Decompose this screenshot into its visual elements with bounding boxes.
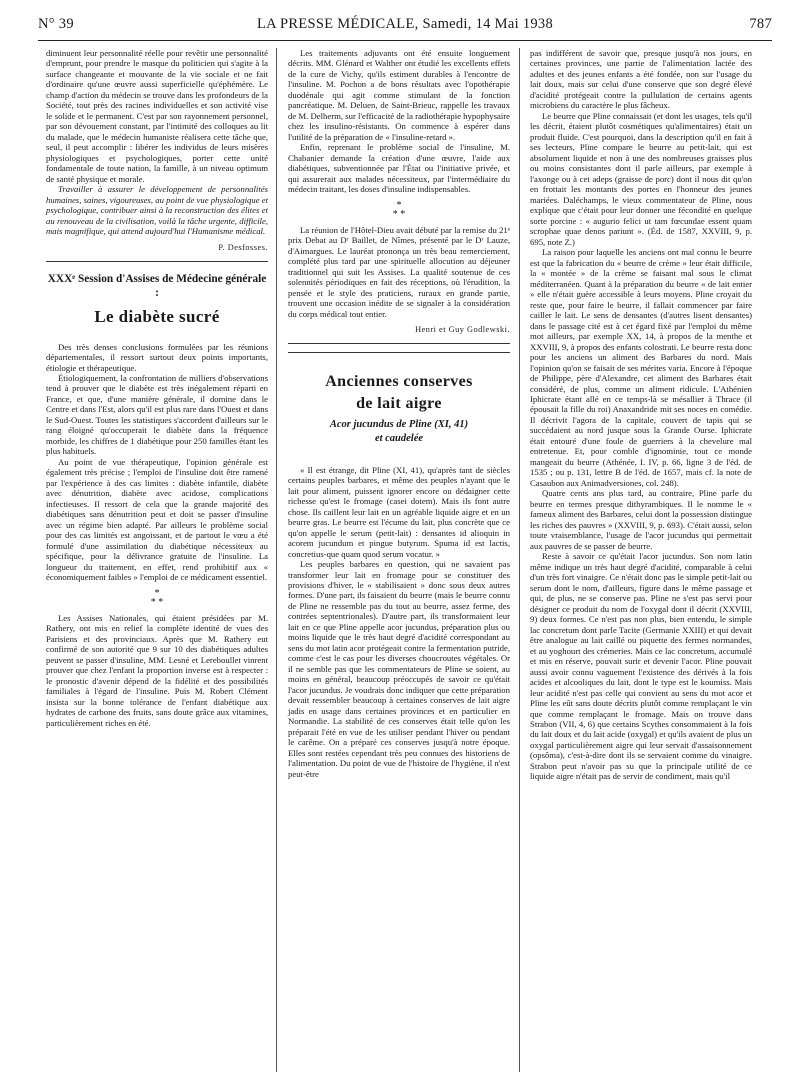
column-2 [288, 48, 510, 779]
article-subtitle-line: et caudelée [374, 433, 424, 445]
paragraph: La réunion de l'Hôtel-Dieu avait débuté par la remise du 21ᵉ prix Debat au Dʳ Baillet, de Nîmes, présenté par le Dʳ Lauze, d'Aimargues. Le lauréat prononça un très beau remerciement, complété plus tard par une spirituelle allocution au déjeuner traditionnel qui suit les Assises. La qualité soutenue de ces solennités périodiques en fait des réceptions, où l'érudition, la pensée et le style des praticiens, ruraux en grande partie, trouvent une occasion inédite de se signaler à la considération du corps médical tout entier. [288, 224, 510, 319]
article-rule [288, 352, 510, 353]
asterism: * * * [392, 199, 406, 220]
article-rule [288, 343, 510, 344]
paragraph: « Il est étrange, dit Pline (XI, 41), qu'après tant de siècles certains peuples barbares, et même des peuples n'ayant que le lait pour aliment, puissent ignorer encore ou dédaigner cette richesse qu'est le fromage (casei dotem). Mais ils font autre chose. Ils caillent leur lait en un agréable liquide aigre et en un beurre gras. Le beurre est l'écume du lait, plus concrète que ce qu'on appelle le serum (petit-lait) : densantes id alioquin in acorem jucundum et pingue butyrum. Spuma id est lactis, concretius-que quam quod serum vocatur. » [288, 464, 510, 559]
paragraph: pas indifférent de savoir que, presque jusqu'à nos jours, en certaines provinces, une partie de l'alimentation lactée des adultes et des jeunes enfants a été fondée, non sur l'usage du lait doux, mais sur celui d'une conserve que son degré élevé d'acidité protégeait contre la pullulation de certains agents microbiens du caractère le plus fâcheux. [530, 48, 752, 111]
paragraph: Des très denses conclusions formulées par les réunions départementales, il ressort surtout deux points importants, étiologie et thérapeutique. [46, 341, 268, 373]
running-header [38, 16, 772, 36]
paragraph: Les peuples barbares en question, qui ne savaient pas transformer leur lait en fromage pour se constituer des provisions d'hiver, le « stabilisaient » donc sous deux autres formes. D'une part, ils faisaient du beurre (mais le beurre connu de Pline ne ressemble pas du tout au beurre, assez ferme, des contrées septentrionales). D'autre part, ils transformaient leur lait en ce que Pline appelle acor jucundus, préparation plus ou moins liquide que le très haut degré d'acidité correspondant au sens du mot latin acor protégeait contre la fermentation putride, comme c'est le cas pour les diverses choucroutes végétales. Or il ne semble pas que les commentateurs de Pline se soient, au moins en général, beaucoup préoccupés de savoir ce qu'était l'acor jucundus. Je voudrais donc indiquer que cette préparation devait ressembler beaucoup à certaines conserves de lait aigre jadis en usage dans certaines provinces et en particulier en Normandie. La stabilité de ces conserves était telle qu'on les préparait l'été en vue de les utiliser pendant l'hiver ou pendant le carême. On a préparé ces conserves jusqu'à notre époque. Elles sont restées cependant très peu connues des historiens de l'alimentation. Du point de vue de l'histoire de l'hygiène, il n'est peut-être [288, 559, 510, 779]
paragraph: Reste à savoir ce qu'était l'acor jucundus. Son nom latin même indique un très haut degré d'acidité, comparable à celui d'un très fort vinaigre. Ce n'était donc pas le simple petit-lait ou serum dont le nom, d'ailleurs, figure dans le même passage et qui, de plus, ne se conserve pas. Pline ne s'est pas servi pour désigner ce produit du nom de l'oxygal dont il décrit (XXVIII, 9) deux formes. Ce n'est pas non plus, bien entendu, le simple lac concretum dont parle Tacite (Germanie XXIII) et qui devait être analogue au lait caillé ou piquette des fermes normandes, et au yoghourt des crémeries. Mais ce lac concretum, accumulé et mis en réserve, pouvait surir et devenir l'acor. Pline pouvait aussi avoir connu vaguement l'existence des dérivés à la fois acides et alcooliques du lait, dont le type est le koumiss. Mais leur acidité n'est pas celle qui convient au sens du mot acor et Pline les eût sans doute décrits plutôt comme remplaçant le vin que comme remplaçant le fromage. Mais on trouve dans Strabon (VII, 4, 6) que certains Scythes consommaient à la fois du lait doux et du lait acide (oxygal) et qu'ils avaient de plus un oxygal particulièrement aigre qui leur servait d'assaisonnement (opsôma), c'est-à-dire dont ils se servaient comme du vinaigre. Strabon peut n'avoir pas su que la principale utilité de ce liquide aigre n'était pas de servir de condiment, mais qu'il [530, 551, 752, 782]
issue-number: N° 39 [38, 16, 74, 32]
column-1 [46, 48, 268, 728]
article-title-line: de lait aigre [356, 394, 442, 412]
paragraph: La raison pour laquelle les anciens ont mal connu le beurre est que la fabrication du « beurre de crème » leur était difficile, la « montée » de la crème se faisant mal sous le climat méditerranéen. Quant à la préparation du beurre « de lait entier » elle n'était guère accessible à leurs moyens. Pline croyait du reste que, pour faire le beurre, il fallait commencer par faire cailler le lait. Le sens de densantes (d'autres lisent densantes) dans le passage cité est à cet égard fixé par l'emploi du même mot ailleurs, par exemple XX, 14, à propos de la menthe et XXVIII, 9, à propos des enfants colostrati. Le beurre resta donc pour les anciens un aliment des Barbares du nord. Mais l'opinion qu'on se faisait de ses mérites varia. Encore à l'époque de Philippe, père d'Alexandre, cet aliment des Barbares était considéré, de plus, comme un aliment ridicule. L'Athénien Iphicrate étant allé en ce temps-là se mésallier à Thrace (il épousait la fille du roi) Anaxandride mit ses noces en comédie. Il décrivit l'agora de la capitale, couvert de tapis qui se succédaient au nord jusque sous la Grande Ourse. Iphicrate était entouré d'une foule de guerriers à la chevelure mal entretenue. Et, pour comble d'ignominie, tout ce monde mangeait du beurre (Athénée, I. IV, p. 66, ligne 3 de l'éd. de 1535 ; ou p. 131, lettre B de l'éd. de 1657, mais cf. la note de Casaubon aux Animadversiones, col. 248). [530, 247, 752, 488]
article-subtitle [288, 418, 510, 446]
column-divider [276, 48, 277, 1072]
journal-title: LA PRESSE MÉDICALE, Samedi, 14 Mai 1938 [256, 16, 554, 32]
paragraph: Les Assises Nationales, qui étaient présidées par M. Rathery, ont mis en relief la complète identité de vues des Parisiens et des provinciaux. Après que M. Rathery eut confirmé de son autorité que 9 sur 10 des diabétiques adultes peuvent se passer d'insuline, MM. Lesné et Lereboullet vinrent prouver que chez l'enfant la proportion inverse est à respecter : le pronostic d'avenir dépend de la fidélité et des possibilités familiales à l'égard de l'insuline. Puis M. Robert Clément insista sur la bonne tolérance de l'enfant diabétique aux hydrates de carbone des fruits, sans doute grâce aux vitamines, particulièrement riches en été. [46, 612, 268, 728]
article-title-line: Anciennes conserves [325, 373, 473, 391]
author-signature: P. Desfosses. [218, 242, 268, 252]
paragraph: Quatre cents ans plus tard, au contraire, Pline parle du beurre en termes presque dithyrambiques. Il le nomme le « fameux aliment des Barbares, celui dont la possession distingue les riches des pauvres » (XXVIII, 9, p. 693). C'était aussi, selon toute vraisemblance, l'usage de l'acor jucundus qui permettait aux pauvres de se passer de beurre. [530, 488, 752, 551]
column-divider [519, 48, 520, 1072]
page-number: 787 [749, 16, 772, 32]
section-rule [46, 261, 268, 262]
paragraph: diminuent leur personnalité réelle pour revêtir une personnalité d'emprunt, pour prendre le masque du politicien qui s'agite à la surface changeante et mouvante de la vie sociale et ne fait d'ordinaire qu'une œuvre aussi superficielle qu'éphémère. Le champ d'action du médecin se trouve dans les profondeurs de la Société, tout près des racines individuelles et son activité vise le solide et le permanent. C'est par son rayonnement personnel, par son dévouement constant, par l'intimité des colloques au lit du malade, que le médecin humaniste réalisera cette tâche que, seul, il peut accomplir : libérer les individus de leurs misères physiologiques et psychologiques, porter cette unité fondamentale de toute nation, la famille, à un niveau optimum de santé physique et morale. [46, 48, 268, 184]
article-subtitle-line: Acor jucundus de Pline (XI, 41) [329, 419, 469, 431]
column-3 [530, 48, 752, 782]
article-title [288, 371, 510, 414]
author-signature: Henri et Guy Godlewski. [415, 325, 510, 335]
paragraph: Étiologiquement, la confrontation de milliers d'observations tend à prouver que le diabète est très inégalement réparti en France, et que, d'une manière générale, il domine dans le Centre et dans l'Est, alors qu'il est plus rare dans l'Ouest et dans le Sud-Ouest. Toutes les statistiques s'accordent d'ailleurs sur le rang éloigné qu'occuperait le diabète dans la fréquence morbide, les chiffres de 1 diabétique pour 250 familles étant les plus habituels. [46, 372, 268, 457]
paragraph: Enfin, reprenant le problème social de l'insuline, M. Chabanier demande la création d'une œuvre, l'aide aux diabétiques, subventionnée par l'État ou l'initiative privée, et qui assurerait aux malades nécessiteux, par l'intermédiaire du médecin traitant, les doses d'insuline indispensables. [288, 142, 510, 195]
header-rule [38, 40, 772, 41]
section-title: Le diabète sucré [94, 307, 220, 327]
section-kicker: XXXᵉ Session d'Assises de Médecine générale : [47, 272, 267, 300]
paragraph: Au point de vue thérapeutique, l'opinion générale est également très précise ; l'emploi de l'insuline doit être ramené par l'expérience à des cas limites : diabète infantile, diabète avec dénutrition, diabète avec acidose, complications infectieuses. Il ressort de cela que la grande majorité des diabétiques sans dénutrition peut et doit se passer d'insuline avec un régime bien adapté. Par ailleurs le problème social pour des cas limités est angoissant, et de partout le vœu a été formulé d'une assimilation du diabétique nécessiteux au spécifique, pour la délivrance gratuite de l'insuline. La longueur du traitement, en effet, rend prohibitif aux « économiquement faibles » l'emploi de ce médicament essentiel. [46, 456, 268, 583]
paragraph: Les traitements adjuvants ont été ensuite longuement décrits. MM. Glénard et Walther ont étudié les excellents effets de la cure de Vichy, qu'ils estiment durables à l'encontre de l'insuline. M. Pochon a de bons résultats avec l'opothérapie duodénale qui agit comme stimulant de la fonction pancréatique. M. Deluen, de Saint-Brieuc, rappelle les travaux de M. Delherm, sur l'efficacité de la radiothérapie hypophysaire chez les insulino-résistants. On commence à espérer dans l'utilité de la préparation de « l'insuline-retard ». [288, 48, 510, 142]
asterism: * * * [150, 587, 164, 608]
paragraph: Le beurre que Pline connaissait (et dont les usages, tels qu'il les décrit, étaient plutôt cosmétiques qu'alimentaires) était un produit fluide. C'est pourquoi, dans la description qu'il en fait à ses lecteurs, Pline compare le beurre au petit-lait, qui est absolument liquide et non à une des nombreuses graisses plus ou moins consistantes dont il parle ailleurs, par exemple à l'axonge ou à cet adeps (graisse de porc) dont il nous dit qu'on en frottait les montants des portes en l'honneur des jeunes mariées. Daléchamps, le vieux commentateur de Pline, nous explique que c'était pour leur donner une fécondité en quelque sorte porcine : « augurio felici ut tam fœcundae essent quam scrophae quae denos pariunt ». (Éd. de 1587, XXVIII, 9, p. 695, note Z.) [530, 110, 752, 247]
paragraph-italic: Travailler à assurer le développement de personnalités humaines, saines, vigoureuses, au point de vue physiologique et psychologique, contribuer ainsi à la reconstruction des élites et au renouveau de la civilisation, voilà la tâche urgente, difficile, mais magnifique, qui attend aujourd'hui l'Humanisme médical. [46, 184, 268, 237]
